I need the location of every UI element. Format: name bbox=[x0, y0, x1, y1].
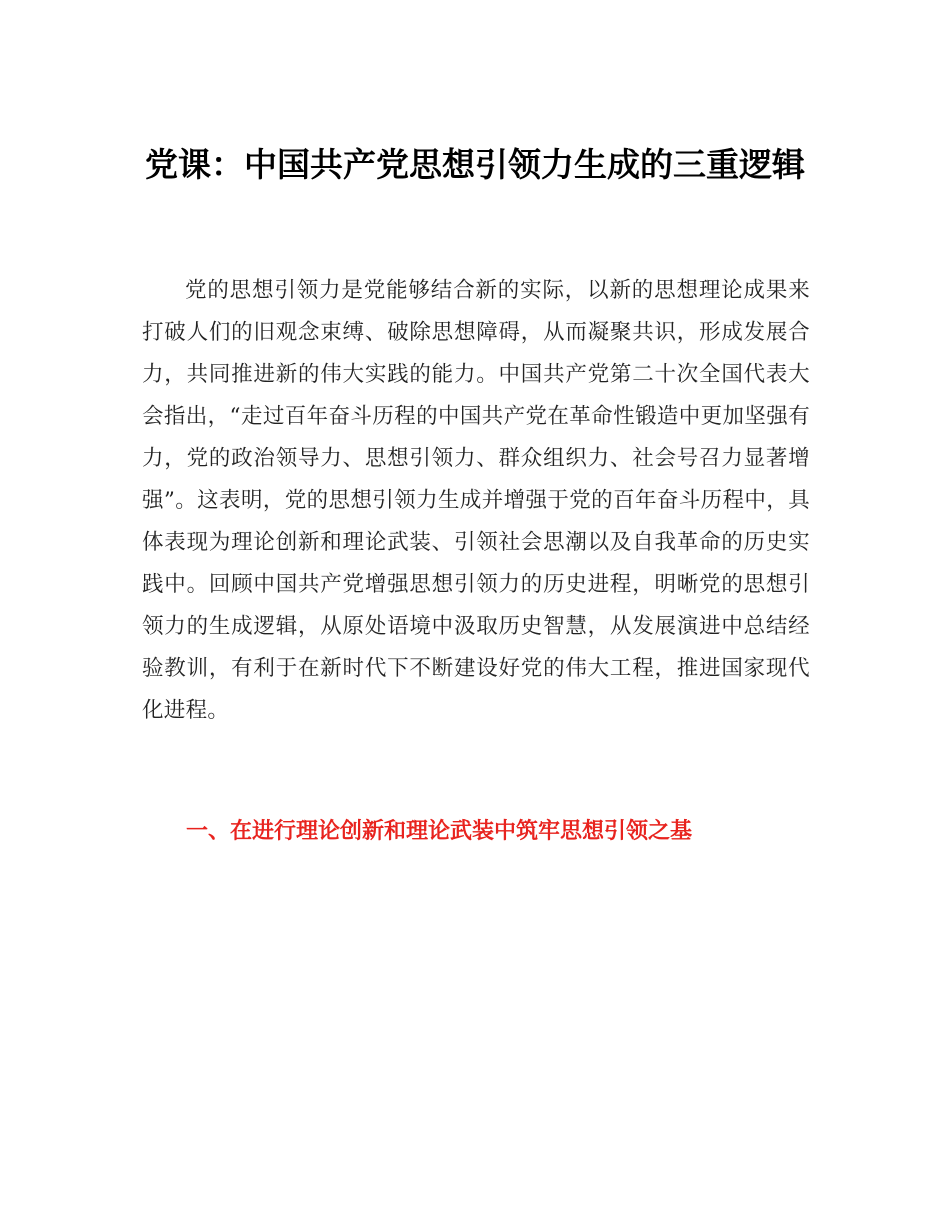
section-heading: 一、在进行理论创新和理论武装中筑牢思想引领之基 bbox=[186, 819, 693, 844]
document-title: 党课：中国共产党思想引领力生成的三重逻辑 bbox=[145, 145, 805, 184]
body-paragraph: 党的思想引领力是党能够结合新的实际，以新的思想理论成果来打破人们的旧观念束缚、破除思想障碍，从而凝聚共识，形成发展合力，共同推进新的伟大实践的能力。中国共产党第二十次全国代表大会指出，“走过百年奋斗历程的中国共产党在革命性锻造中更加坚强有力，党的政治领导力、思想引领力、群众组织力、社会号召力显著增强”。这表明，党的思想引领力生成并增强于党的百年奋斗历程中，具体表现为理论创新和理论武装、引领社会思潮以及自我革命的历史实践中。回顾中国共产党增强思想引领力的历史进程，明晰党的思想引领力的生成逻辑，从原处语境中汲取历史智慧，从发展演进中总结经验教训，有利于在新时代下不断建设好党的伟大工程，推进国家现代化进程。 bbox=[142, 278, 810, 723]
